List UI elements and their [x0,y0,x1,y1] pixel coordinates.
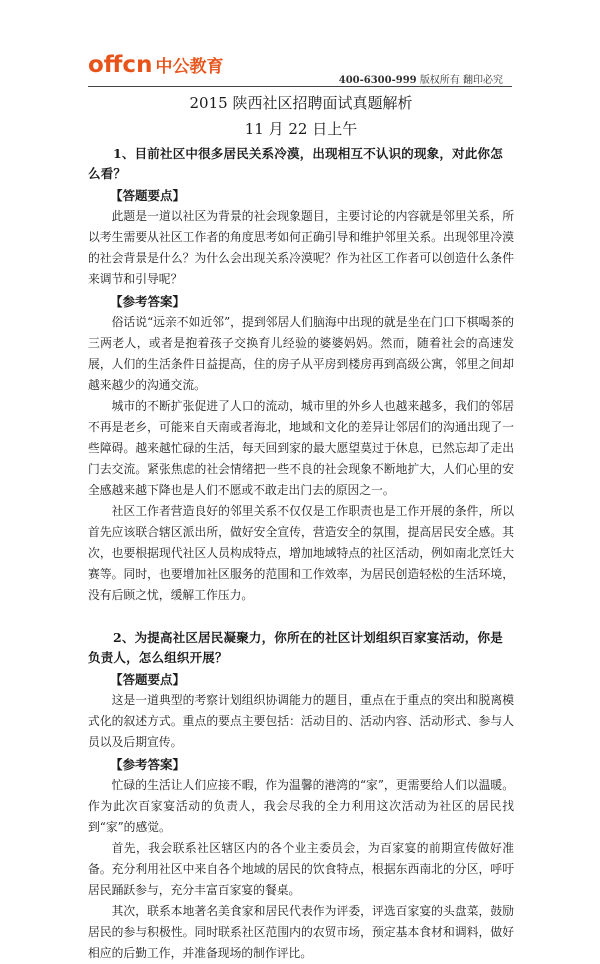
question-text: 2、为提高社区居民凝聚力，你所在的社区计划组织百家宴活动，你是负责人，怎么组织开展？ [88,630,503,665]
question-block-2 [88,628,514,964]
answer-label: 【参考答案】 [110,294,186,309]
answer-paragraph: 首先，我会联系社区辖区内的各个业主委员会，为百家宴的前期宣传做好准备。充分利用社区中来自各个地域的居民的饮食特点，根据东西南北的分区，呼吁居民踊跃参与，充分丰富百家宴的餐桌。 [88,841,514,897]
document-body [88,92,514,964]
question-text: 1、目前社区中很多居民关系冷漠，出现相互不认识的现象，对此你怎么看？ [88,146,503,181]
page-header [0,0,600,90]
points-label: 【答题要点】 [110,188,186,203]
doc-title: 2015 陕西社区招聘面试真题解析 [189,94,413,112]
offcn-logo [88,52,223,78]
question-block-1 [88,144,514,606]
phone-number: 400-6300-999 [338,75,417,86]
points-paragraph: 此题是一道以社区为背景的社会现象题目，主要讨论的内容就是邻里关系，所以考生需要从社区工作者的角度思考如何正确引导和维护邻里关系。出现邻里冷漠的社会背景是什么？为什么会出现关系冷漠呢？作为社区工作者可以创造什么条件来调节和引导呢？ [88,209,514,286]
answer-paragraph: 忙碌的生活让人们应接不暇，作为温馨的港湾的“家”，更需要给人们以温暖。作为此次百家宴活动的负责人，我会尽我的全力利用这次活动为社区的居民找到“家”的感觉。 [88,778,514,834]
points-label: 【答题要点】 [110,672,186,687]
logo-cn-text: 中公教育 [155,57,224,77]
logo-text: offcn [88,52,153,78]
answer-paragraph: 社区工作者营造良好的邻里关系不仅仅是工作职责也是工作开展的条件，所以首先应该联合辖区派出所，做好安全宣传，营造安全的氛围，提高居民安全感。其次，也要根据现代社区人员构成特点，增加地域特点的社区活动，例如南北烹饪大赛等。同时，也要增加社区服务的范围和工作效率，为居民创造轻松的生活环境，没有后顾之忧，缓解工作压力。 [88,504,514,602]
header-divider [88,86,512,87]
answer-paragraph: 城市的不断扩张促进了人口的流动，城市里的外乡人也越来越多，我们的邻居不再是老乡，可能来自天南或者海北，地域和文化的差异让邻居们的沟通出现了一些障碍。越来越忙碌的生活，每天回到家的最大愿望莫过于休息，已然忘却了走出门去交流。紧张焦虑的社会情绪把一些不良的社会现象不断地扩大，人们心里的安全感越来越下降也是人们不愿或不敢走出门去的原因之一。 [88,399,514,497]
points-paragraph: 这是一道典型的考察计划组织协调能力的题目，重点在于重点的突出和脱离模式化的叙述方式。重点的要点主要包括：活动目的、活动内容、活动形式、参与人员以及后期宣传。 [88,693,514,749]
answer-paragraph: 其次，联系本地著名美食家和居民代表作为评委，评选百家宴的头盘菜，鼓励居民的参与积极性。同时联系社区范围内的农贸市场，预定基本食材和调料，做好相应的后勤工作，并准备现场的制作评比。 [88,904,514,960]
answer-label: 【参考答案】 [110,757,186,772]
header-contact [339,71,503,86]
answer-paragraph: 俗话说“远亲不如近邻”，提到邻居人们脑海中出现的就是坐在门口下棋喝茶的三两老人，或者是抱着孩子交换育儿经验的婆婆妈妈。然而，随着社会的高速发展，人们的生活条件日益提高，住的房子从平房到楼房再到高级公寓，邻里之间却越来越少的沟通交流。 [88,315,514,392]
rights-text: 版权所有 翻印必究 [419,75,503,86]
doc-subtitle: 11 月 22 日上午 [244,120,358,138]
